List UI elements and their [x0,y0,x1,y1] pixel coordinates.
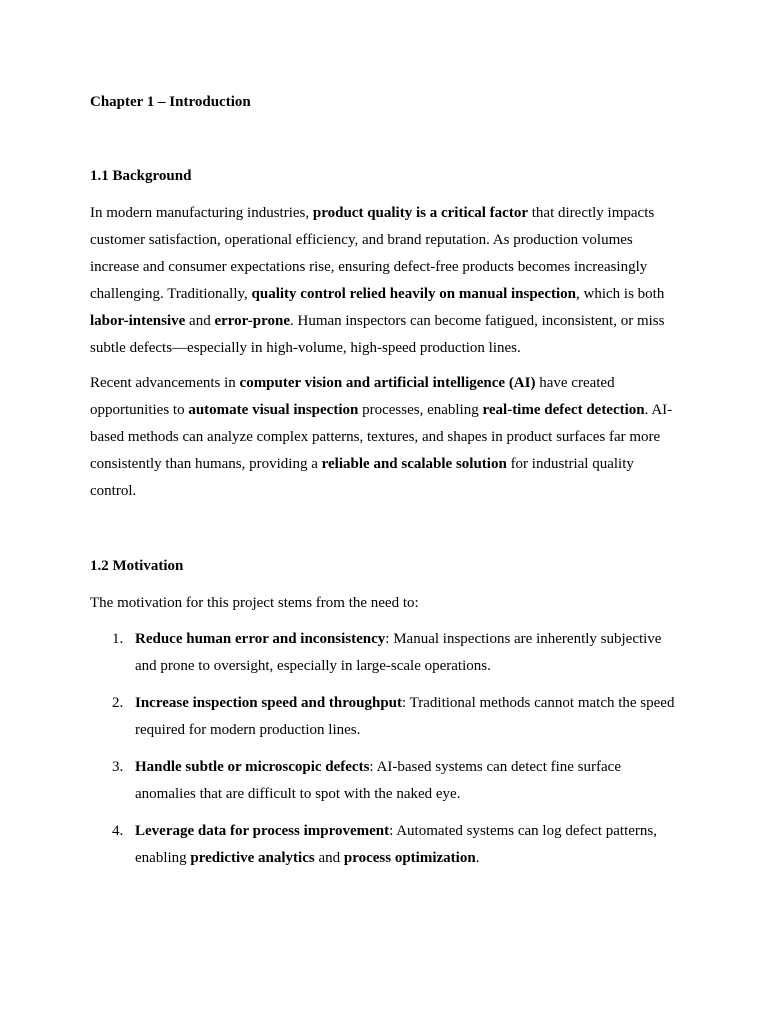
list-item-text [135,818,695,872]
text-run: for industrial quality [506,456,634,472]
text-line [90,281,690,308]
text-line [90,308,690,335]
text-line: increase and consumer expectations rise, ensuring defect-free products becomes increasingly [90,259,648,275]
text-line [135,690,695,717]
list-item-text [135,626,695,680]
text-run: processes, enabling [358,402,483,418]
bold-text: error-prone [214,313,290,329]
bold-text: Leverage data for process improvement [135,823,390,839]
text-line: subtle defects—especially in high-volume, high-speed production lines. [90,340,521,356]
text-line: required for modern production lines. [135,722,361,738]
text-line: anomalies that are difficult to spot with the naked eye. [135,786,461,802]
text-run: consistently than humans, providing a [90,456,322,472]
text-run: Recent advancements in [90,375,240,391]
bold-text: predictive analytics [190,850,315,866]
text-run: : Automated systems can log defect patterns, [389,823,657,839]
bold-text: Increase inspection speed and throughput [135,695,402,711]
bold-text: reliable and scalable solution [321,456,507,472]
text-run: . AI- [644,402,673,418]
list-number: 2. [112,695,124,711]
text-run: : AI-based systems can detect fine surface [369,759,621,775]
text-run: opportunities to [90,402,189,418]
text-line [90,370,690,397]
text-run: , which is both [576,286,665,302]
chapter-title: Chapter 1 – Introduction [90,94,251,110]
section-heading-background: 1.1 Background [90,168,192,184]
text-line: customer satisfaction, operational efficiency, and brand reputation. As production volumes [90,232,633,248]
background-paragraph-2 [90,370,690,505]
text-run: enabling [135,850,191,866]
text-line: control. [90,483,137,499]
text-run: . [475,850,480,866]
list-number: 3. [112,759,124,775]
text-run: have created [535,375,615,391]
text-line [90,397,690,424]
text-run: . Human inspectors can become fatigued, inconsistent, or miss [289,313,665,329]
bold-text: process optimization [343,850,476,866]
text-line: and prone to oversight, especially in large-scale operations. [135,658,491,674]
text-run: challenging. Traditionally, [90,286,252,302]
text-line: The motivation for this project stems from the need to: [90,595,419,611]
bold-text: labor-intensive [90,313,186,329]
text-line: based methods can analyze complex patterns, textures, and shapes in product surfaces far more [90,429,661,445]
text-run: that directly impacts [528,205,655,221]
text-line [135,845,695,872]
bold-text: quality control relied heavily on manual inspection [251,286,576,302]
text-line [135,626,695,653]
text-line [90,451,690,478]
bold-text: product quality is a critical factor [312,205,528,221]
bold-text: real-time defect detection [482,402,645,418]
list-number: 1. [112,631,124,647]
motivation-intro [90,590,690,617]
bold-text: Handle subtle or microscopic defects [135,759,370,775]
bold-text: automate visual inspection [188,402,359,418]
bold-text: computer vision and artificial intelligence (AI) [239,375,536,391]
text-line [90,200,690,227]
text-line [135,818,695,845]
list-number: 4. [112,823,124,839]
section-heading-motivation: 1.2 Motivation [90,558,184,574]
list-item-text [135,754,695,808]
text-run: and [314,850,344,866]
text-line [135,754,695,781]
text-run: : Manual inspections are inherently subjective [385,631,662,647]
text-run: In modern manufacturing industries, [90,205,313,221]
bold-text: Reduce human error and inconsistency [135,631,386,647]
list-item-text [135,690,695,744]
background-paragraph-1 [90,200,690,362]
text-run: : Traditional methods cannot match the speed [402,695,675,711]
text-run: and [185,313,215,329]
